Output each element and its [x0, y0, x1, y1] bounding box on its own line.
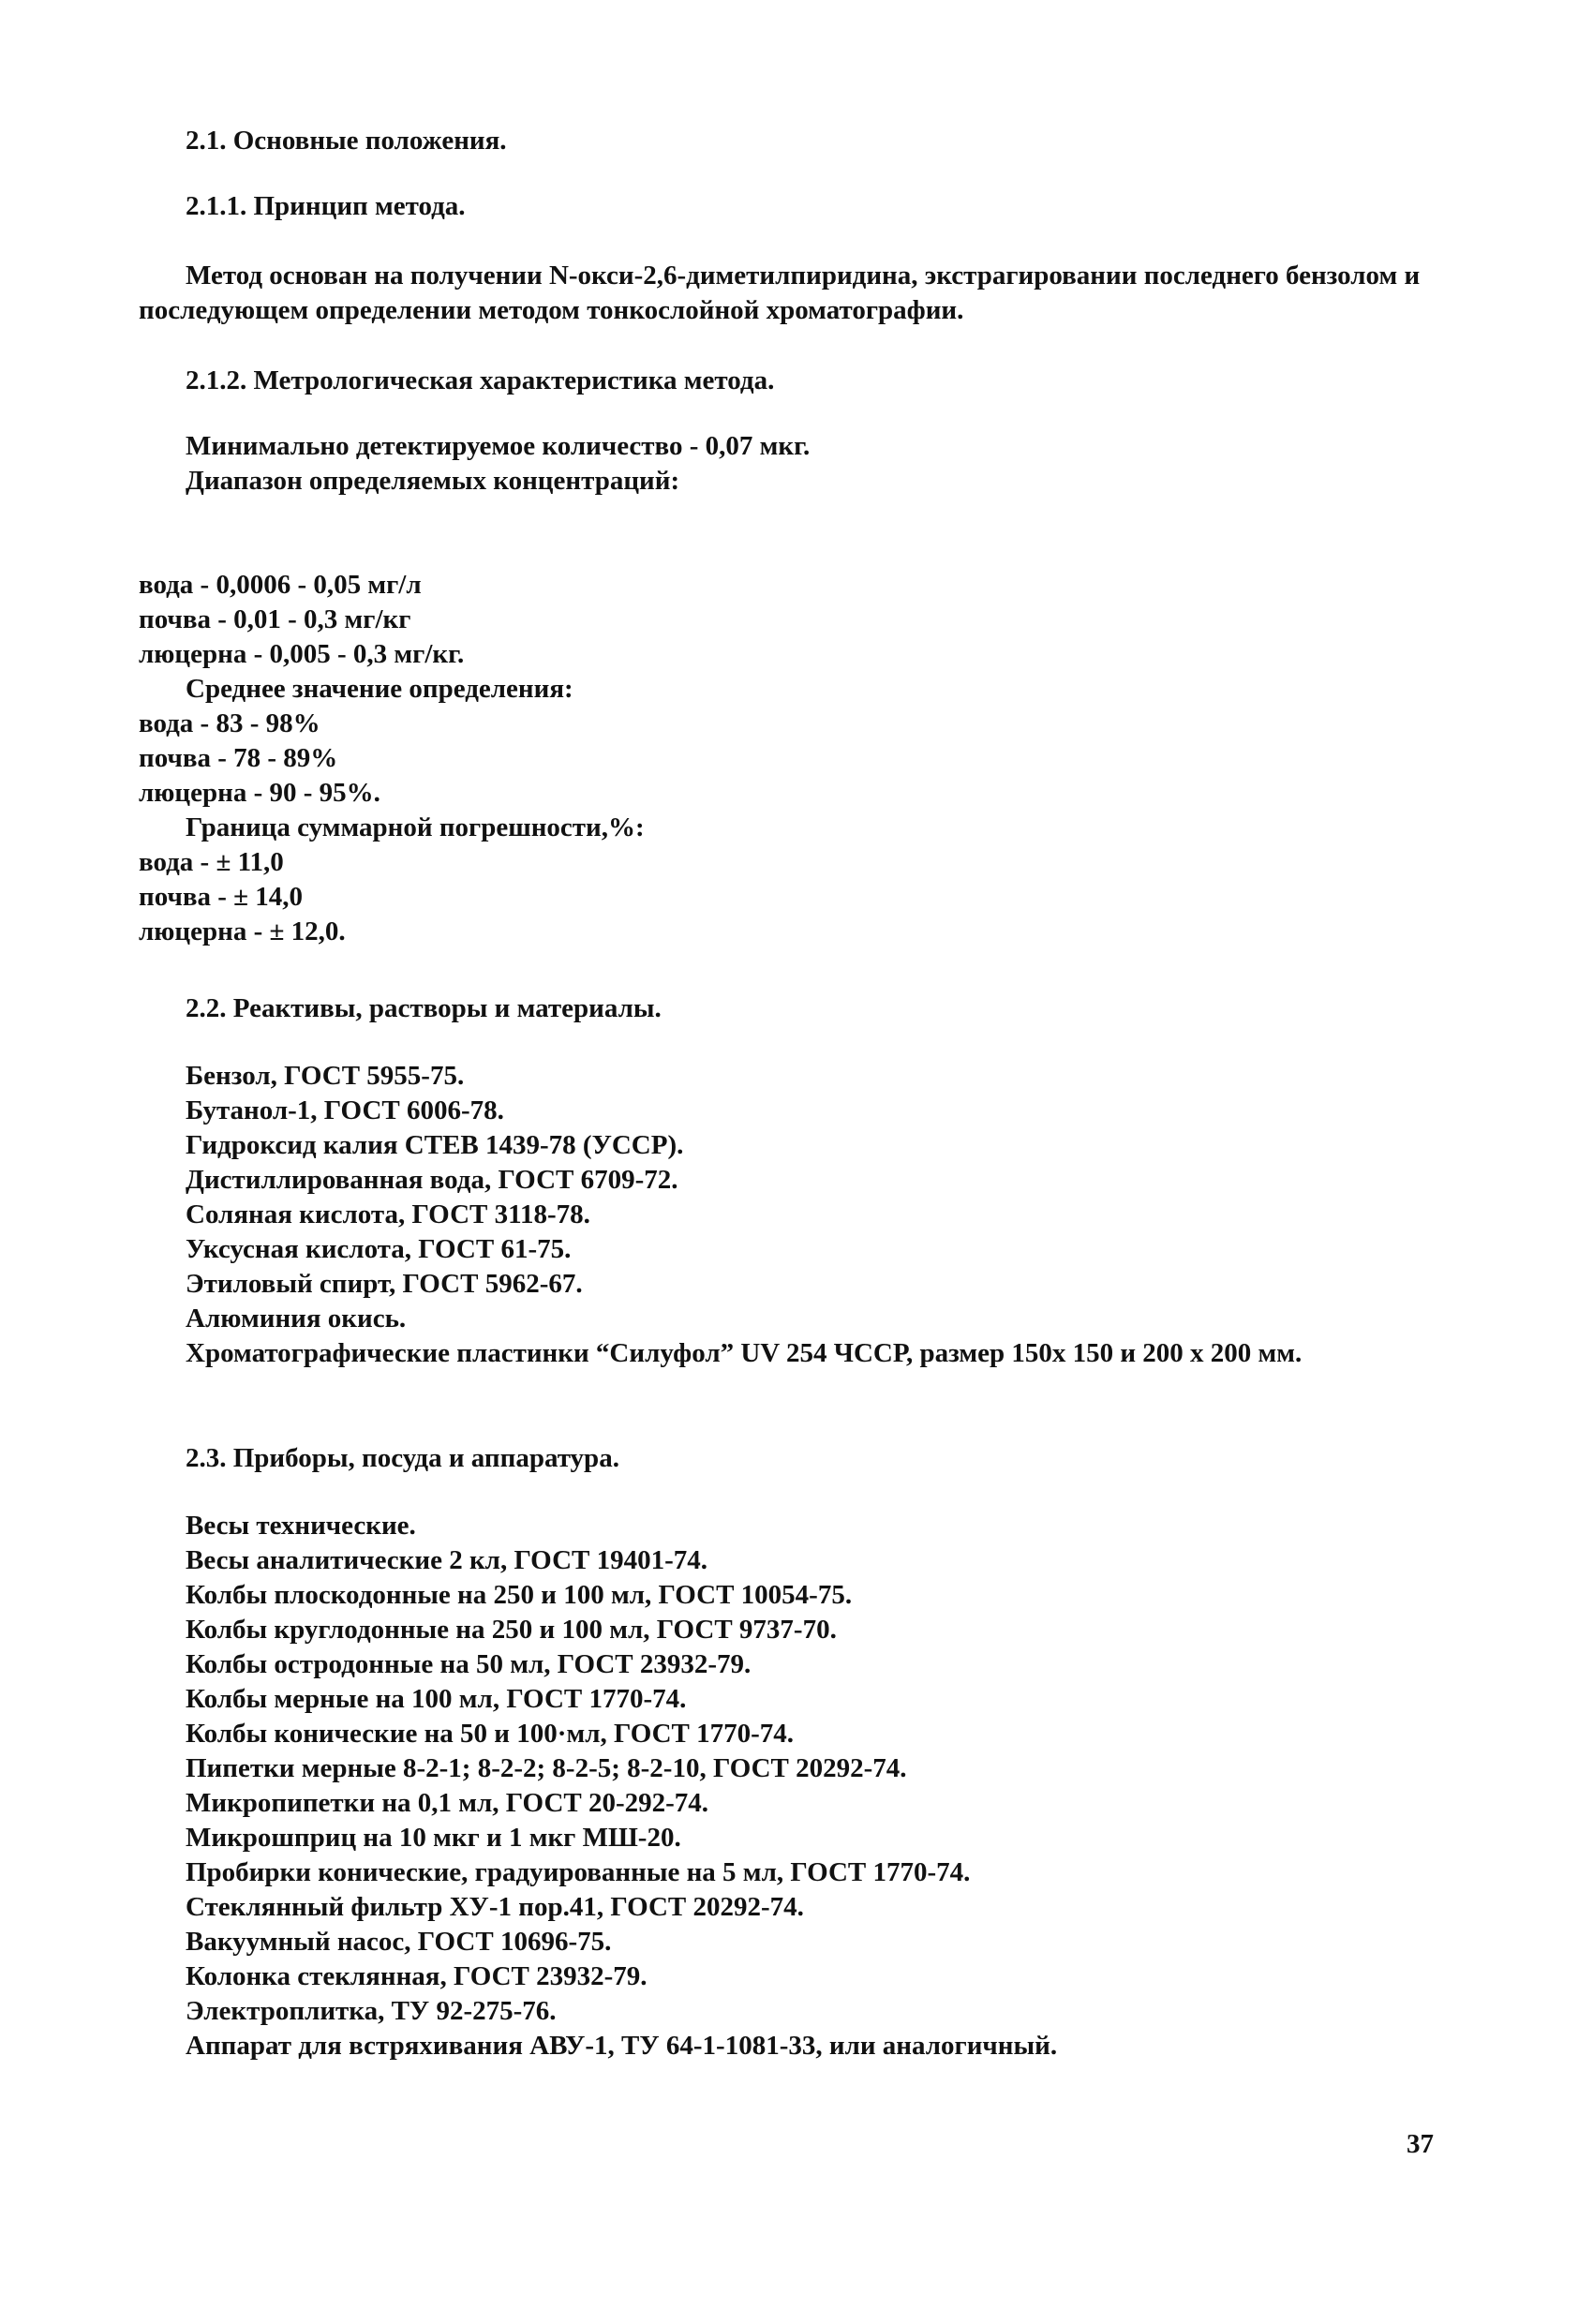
error-heading: Граница суммарной погрешности,%:: [186, 812, 645, 842]
error-item: почва - ± 14,0: [139, 882, 304, 912]
subsection-heading: 2.1.2. Метрологическая характеристика метода.: [186, 365, 775, 395]
equipment-block: [139, 1509, 1432, 2063]
plates-item: Хроматографические пластинки “Силуфол” UV 254 ЧССР, размер 150х 150 и 200 х 200 мм.: [186, 1338, 1303, 1368]
mean-heading: Среднее значение определения:: [186, 674, 573, 704]
equipment-item: Колонка стеклянная, ГОСТ 23932-79.: [186, 1961, 648, 1991]
equipment-item: Вакуумный насос, ГОСТ 10696-75.: [186, 1927, 612, 1957]
range-item: почва - 0,01 - 0,3 мг/кг: [139, 604, 411, 634]
reagent-item: Уксусная кислота, ГОСТ 61-75.: [186, 1234, 572, 1264]
range-heading: Диапазон определяемых концентраций:: [186, 466, 680, 496]
reagent-item: Этиловый спирт, ГОСТ 5962-67.: [186, 1269, 583, 1299]
section-2-3-heading-block: [139, 1441, 1432, 1476]
equipment-item: Электроплитка, ТУ 92-275-76.: [186, 1996, 557, 2026]
equipment-item: Колбы конические на 50 и 100·мл, ГОСТ 1770-74.: [186, 1719, 795, 1749]
principle-heading-block: [139, 189, 1432, 224]
page-number: 37: [1407, 2129, 1434, 2159]
reagents-block: [139, 1059, 1432, 1371]
equipment-item: Весы технические.: [186, 1511, 416, 1541]
error-item: люцерна - ± 12,0.: [139, 916, 346, 946]
reagent-item: Бензол, ГОСТ 5955-75.: [186, 1061, 465, 1091]
range-item: вода - 0,0006 - 0,05 мг/л: [139, 570, 422, 600]
section-2-1-heading-block: [139, 124, 1432, 158]
section-heading: 2.3. Приборы, посуда и аппаратура.: [186, 1443, 619, 1473]
ranges-block: [139, 568, 1432, 949]
mean-item: вода - 83 - 98%: [139, 708, 320, 738]
reagent-item: Бутанол-1, ГОСТ 6006-78.: [186, 1095, 504, 1125]
section-heading: 2.1. Основные положения.: [186, 126, 507, 156]
equipment-item: Аппарат для встряхивания АВУ-1, ТУ 64-1-1081-33, или аналогичный.: [186, 2031, 1058, 2061]
reagent-item: Гидроксид калия СТЕВ 1439-78 (УССР).: [186, 1130, 684, 1160]
reagent-item: Соляная кислота, ГОСТ 3118-78.: [186, 1199, 590, 1229]
equipment-item: Микропипетки на 0,1 мл, ГОСТ 20-292-74.: [186, 1788, 709, 1818]
metrology-block: [139, 429, 1432, 499]
section-2-2-heading-block: [139, 991, 1432, 1026]
metrology-heading-block: [139, 364, 1432, 398]
reagent-item: Алюминия окись.: [186, 1304, 407, 1333]
equipment-item: Колбы плоскодонные на 250 и 100 мл, ГОСТ 10054-75.: [186, 1580, 853, 1610]
mean-item: люцерна - 90 - 95%.: [139, 778, 380, 808]
equipment-item: Пробирки конические, градуированные на 5 мл, ГОСТ 1770-74.: [186, 1857, 971, 1887]
reagent-item: Дистиллированная вода, ГОСТ 6709-72.: [186, 1165, 678, 1195]
equipment-item: Колбы остродонные на 50 мл, ГОСТ 23932-79.: [186, 1649, 752, 1679]
error-item: вода - ± 11,0: [139, 847, 284, 877]
principle-paragraph: Метод основан на получении N-окси-2,6-диметилпиридина, экстрагировании последнего бензолом и последующем определении методом тонкослойной хроматографии.: [139, 261, 1421, 325]
equipment-item: Колбы мерные на 100 мл, ГОСТ 1770-74.: [186, 1684, 687, 1714]
equipment-item: Стеклянный фильтр ХУ-1 пор.41, ГОСТ 20292-74.: [186, 1892, 804, 1922]
min-detect-text: Минимально детектируемое количество - 0,07 мкг.: [186, 431, 811, 461]
section-heading: 2.2. Реактивы, растворы и материалы.: [186, 993, 662, 1023]
principle-paragraph-block: [139, 259, 1432, 328]
equipment-item: Весы аналитические 2 кл, ГОСТ 19401-74.: [186, 1545, 708, 1575]
subsection-heading: 2.1.1. Принцип метода.: [186, 191, 466, 221]
equipment-item: Колбы круглодонные на 250 и 100 мл, ГОСТ 9737-70.: [186, 1615, 837, 1645]
range-item: люцерна - 0,005 - 0,3 мг/кг.: [139, 639, 465, 669]
mean-item: почва - 78 - 89%: [139, 743, 338, 773]
equipment-item: Пипетки мерные 8-2-1; 8-2-2; 8-2-5; 8-2-10, ГОСТ 20292-74.: [186, 1753, 907, 1783]
equipment-item: Микрошприц на 10 мкг и 1 мкг МШ-20.: [186, 1823, 681, 1853]
